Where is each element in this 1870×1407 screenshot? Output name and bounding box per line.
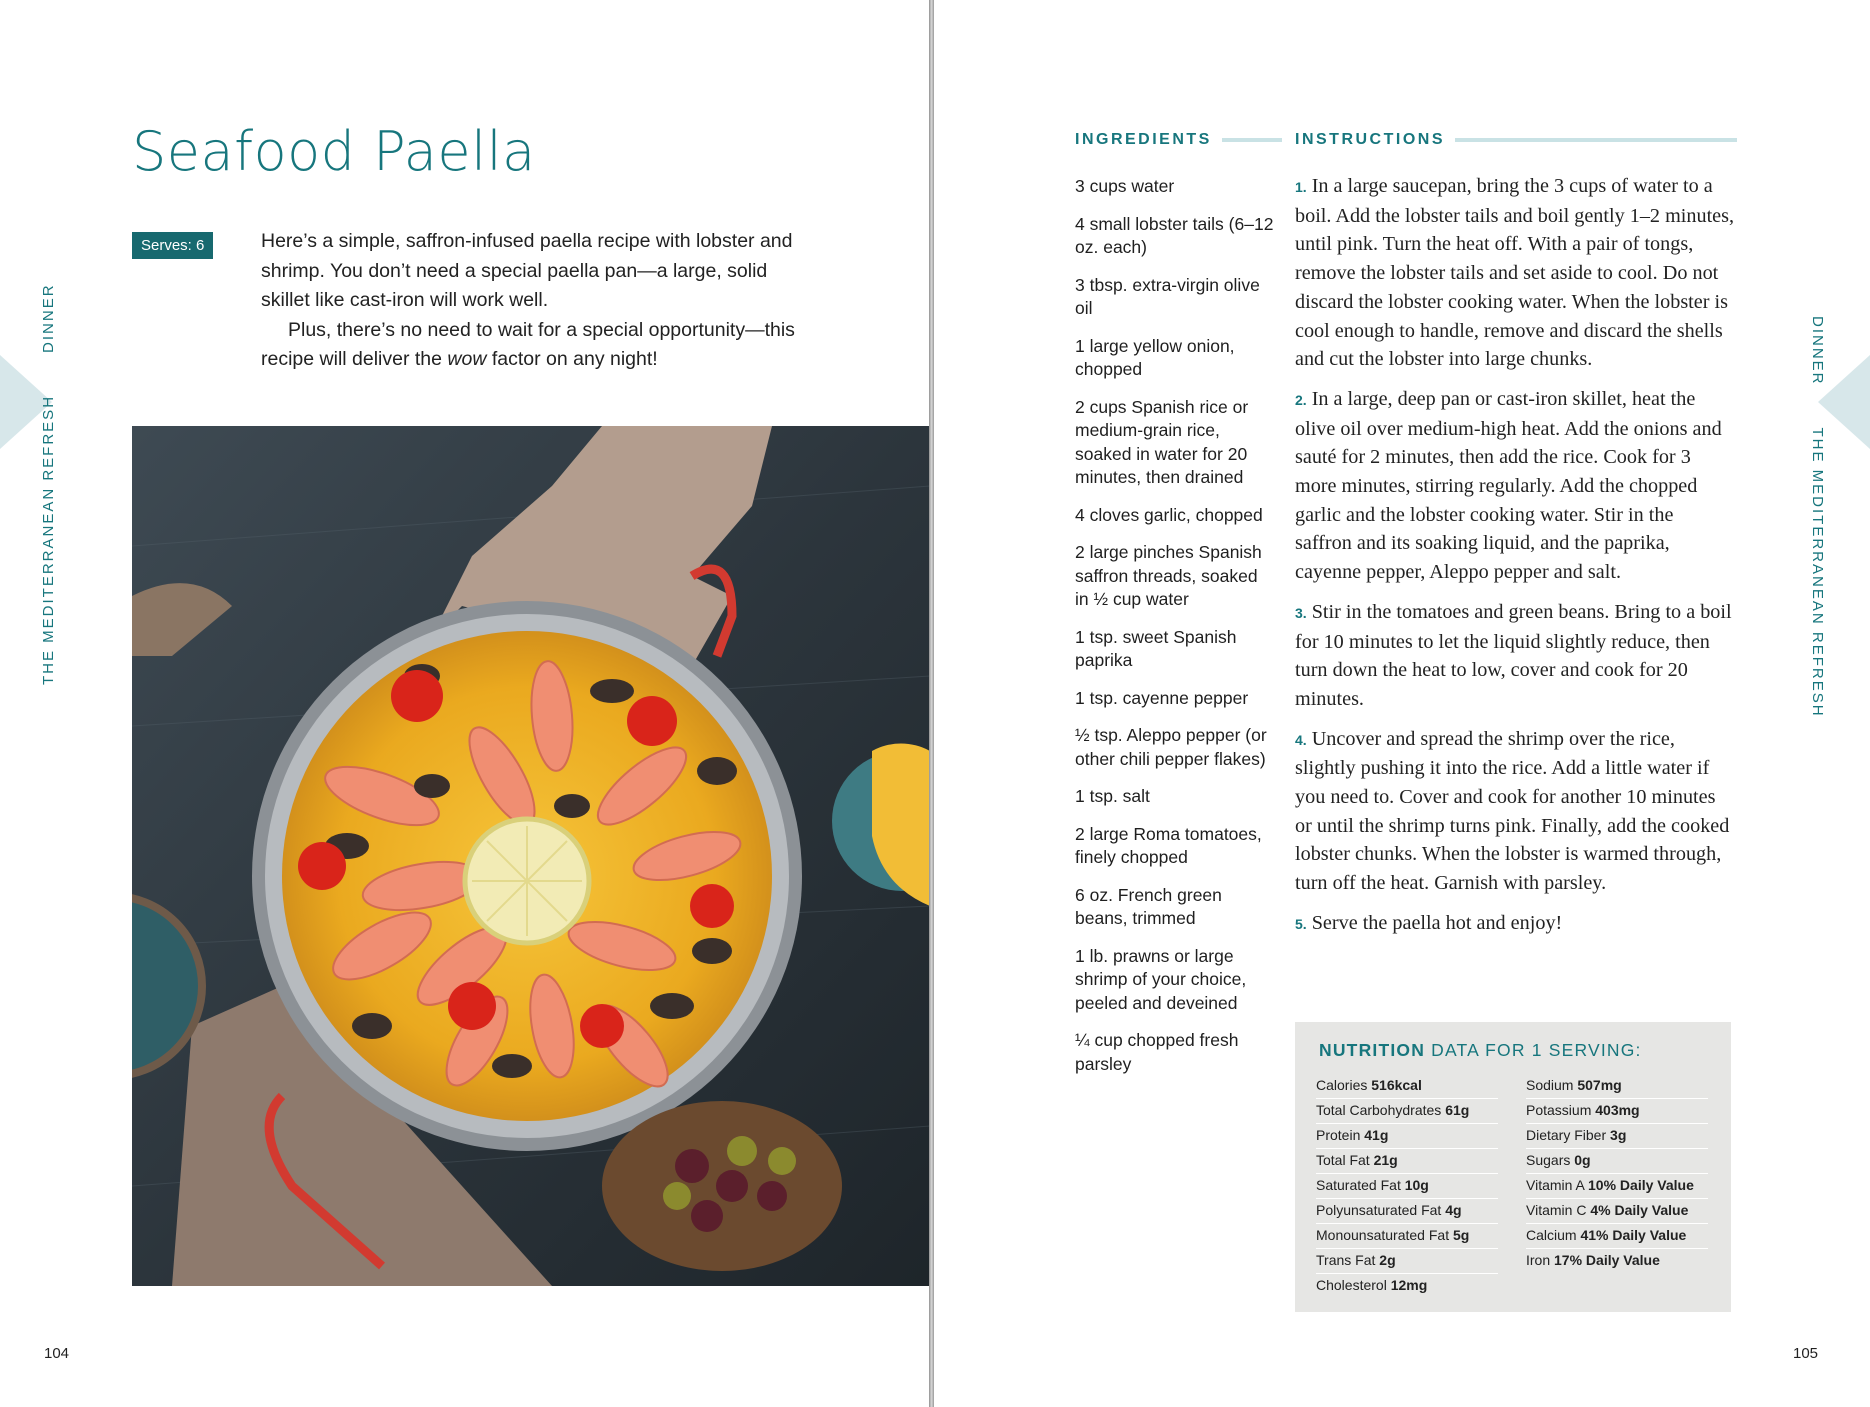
step-text: Uncover and spread the shrimp over the rice, slightly pushing it into the rice. Add a little water if you need to. Cover and cook for another 10 minutes or until the shrimp turns pink. Finally, add the cooked lobster chunks. When the lobster is warmed through, turn off the heat. Garnish with parsley. (1295, 727, 1730, 895)
side-tab-right (1809, 316, 1826, 718)
nutrient-value: 507mg (1577, 1077, 1622, 1093)
step-number: 2. (1295, 391, 1307, 408)
recipe-intro (261, 227, 801, 375)
step-number: 1. (1295, 179, 1307, 195)
nutrition-row (1526, 1124, 1708, 1149)
recipe-title: Seafood Paella (132, 120, 536, 183)
ingredient-item: ½ tsp. Aleppo pepper (or other chili pepper flakes) (1075, 725, 1267, 769)
step-text: Stir in the tomatoes and green beans. Bring to a boil for 10 minutes to let the liquid slightly reduce, then turn down the heat to low, cover and cook for 20 minutes. (1295, 600, 1732, 710)
serves-badge: Serves: 6 (132, 232, 213, 259)
ingredient-item: 1 tsp. cayenne pepper (1075, 687, 1249, 708)
ingredient-item: 4 small lobster tails (6–12 oz. each) (1075, 213, 1274, 257)
nutrient-label: Vitamin C (1526, 1202, 1591, 1218)
nutrient-value: 3g (1610, 1127, 1627, 1143)
nutrition-row (1316, 1199, 1498, 1224)
nutrient-label: Iron (1526, 1252, 1555, 1268)
intro-emphasis: wow (447, 348, 487, 370)
nutrition-row (1316, 1274, 1498, 1298)
nutrition-column-left (1316, 1074, 1498, 1298)
nutrient-value: 10g (1404, 1177, 1429, 1193)
intro-paragraph-2 (261, 316, 801, 375)
ingredient-item: 2 cups Spanish rice or medium-grain rice, soaked in water for 20 minutes, then drained (1075, 396, 1249, 487)
nutrient-label: Total Carbohydrates (1316, 1102, 1446, 1118)
nutrition-row (1316, 1249, 1498, 1274)
nutrient-value: 41g (1364, 1127, 1389, 1143)
nutrient-value: 2g (1379, 1252, 1396, 1268)
step-number: 3. (1295, 604, 1307, 621)
page-number: 104 (44, 1345, 70, 1362)
nutrition-column-right (1526, 1074, 1708, 1273)
instructions-heading (1295, 131, 1737, 149)
heading-rule (1455, 138, 1737, 142)
instruction-step (1295, 385, 1735, 587)
nutrition-row (1526, 1224, 1708, 1249)
side-tab-left (40, 283, 57, 685)
nutrient-label: Protein (1316, 1127, 1365, 1143)
ingredient-item: 4 cloves garlic, chopped (1075, 504, 1263, 525)
nutrient-label: Vitamin A (1526, 1177, 1589, 1193)
nutrition-title-rest: DATA FOR 1 SERVING: (1425, 1040, 1642, 1060)
nutrient-label: Cholesterol (1316, 1277, 1391, 1293)
nutrition-row (1316, 1224, 1498, 1249)
nutrient-label: Potassium (1526, 1102, 1596, 1118)
nutrient-label: Dietary Fiber (1526, 1127, 1611, 1143)
nutrient-value: 12mg (1390, 1277, 1428, 1293)
heading-rule (1222, 138, 1282, 142)
step-number: 5. (1295, 915, 1307, 932)
ingredients-heading-text: INGREDIENTS (1075, 131, 1212, 148)
ingredient-item: 2 large Roma tomatoes, finely chopped (1075, 823, 1262, 867)
ingredients-list (1075, 175, 1275, 1090)
nutrient-label: Total Fat (1316, 1152, 1374, 1168)
nutrient-value: 10% Daily Value (1588, 1177, 1694, 1193)
nutrition-row (1316, 1174, 1498, 1199)
nutrition-title-bold: NUTRITION (1319, 1040, 1426, 1060)
step-number: 4. (1295, 731, 1307, 748)
intro-text-end: factor on any night! (486, 348, 658, 370)
ingredients-heading (1075, 131, 1282, 149)
nutrition-row (1526, 1199, 1708, 1224)
ingredient-item: ¼ cup chopped fresh parsley (1075, 1030, 1239, 1074)
side-tab-section: DINNER (1809, 316, 1826, 386)
step-text: In a large, deep pan or cast-iron skillet, heat the olive oil over medium-high heat. Add the onions and sauté for 2 minutes, then add the rice. Cook for 3 more minutes, stirring regularly. Add the chopped garlic and the lobster cooking water. Stir in the saffron and its soaking liquid, and the paprika, cayenne pepper, Aleppo pepper and salt. (1295, 387, 1722, 584)
ingredient-item: 1 tsp. sweet Spanish paprika (1075, 626, 1237, 670)
nutrient-label: Sugars (1526, 1152, 1575, 1168)
ingredient-item: 3 cups water (1075, 176, 1175, 196)
nutrition-row (1526, 1149, 1708, 1174)
nutrient-value: 61g (1445, 1102, 1470, 1118)
instructions-heading-text: INSTRUCTIONS (1295, 131, 1445, 148)
nutrition-row (1316, 1074, 1498, 1099)
page-number-right: 105 (1793, 1345, 1819, 1362)
intro-text: Plus, there’s no need to wait for a special opportunity—this recipe will deliver the (261, 318, 795, 370)
left-page (0, 0, 930, 1407)
nutrient-label: Polyunsaturated Fat (1316, 1202, 1446, 1218)
ingredient-item: 1 large yellow onion, chopped (1075, 335, 1235, 379)
ingredient-item: 3 tbsp. extra-virgin olive oil (1075, 274, 1260, 318)
nutrient-value: 21g (1373, 1152, 1398, 1168)
ingredient-item: 1 lb. prawns or large shrimp of your choice, peeled and deveined (1075, 945, 1247, 1013)
intro-paragraph-1: Here’s a simple, saffron-infused paella recipe with lobster and shrimp. You don’t need a special paella pan—a large, solid skillet like cast-iron will work well. (261, 230, 793, 311)
nutrient-label: Calories (1316, 1077, 1372, 1093)
nutrition-row (1316, 1099, 1498, 1124)
instruction-step (1295, 598, 1735, 714)
side-tab-book: THE MEDITERRANEAN REFRESH (1809, 427, 1826, 718)
instruction-step (1295, 909, 1735, 939)
nutrient-value: 4g (1445, 1202, 1462, 1218)
nutrition-title (1319, 1040, 1642, 1061)
instruction-step (1295, 172, 1735, 374)
ingredient-item: 6 oz. French green beans, trimmed (1075, 884, 1222, 928)
nutrient-value: 41% Daily Value (1580, 1227, 1687, 1243)
side-tab-section: DINNER (40, 283, 57, 353)
side-tab-book: THE MEDITERRANEAN REFRESH (40, 394, 57, 685)
nutrient-label: Monounsaturated Fat (1316, 1227, 1453, 1243)
nutrient-value: 4% Daily Value (1590, 1202, 1689, 1218)
nutrition-row (1526, 1074, 1708, 1099)
nutrient-value: 516kcal (1371, 1077, 1422, 1093)
nutrition-row (1526, 1174, 1708, 1199)
nutrient-value: 17% Daily Value (1554, 1252, 1660, 1268)
seafood-paella-photo (132, 426, 930, 1286)
nutrition-row (1526, 1099, 1708, 1124)
nutrition-box (1295, 1022, 1731, 1312)
nutrient-label: Sodium (1526, 1077, 1578, 1093)
step-text: In a large saucepan, bring the 3 cups of water to a boil. Add the lobster tails and boil gently 1–2 minutes, until pink. Turn the heat off. With a pair of tongs, remove the lobster tails and set aside to cool. Do not discard the lobster cooking water. When the lobster is cool enough to handle, remove and discard the shells and cut the lobster into large chunks. (1295, 175, 1735, 371)
nutrient-value: 5g (1452, 1227, 1470, 1243)
nutrition-row (1316, 1149, 1498, 1174)
nutrient-label: Calcium (1526, 1227, 1581, 1243)
nutrient-label: Trans Fat (1316, 1252, 1380, 1268)
nutrient-value: 0g (1574, 1152, 1591, 1168)
nutrient-label: Saturated Fat (1316, 1177, 1405, 1193)
instructions-list (1295, 172, 1735, 950)
step-text: Serve the paella hot and enjoy! (1311, 911, 1563, 934)
ingredient-item: 1 tsp. salt (1075, 786, 1150, 806)
nutrition-row (1316, 1124, 1498, 1149)
ingredient-item: 2 large pinches Spanish saffron threads, soaked in ½ cup water (1075, 542, 1262, 609)
nutrient-value: 403mg (1595, 1102, 1640, 1118)
instruction-step (1295, 725, 1735, 898)
photo-illustration (132, 426, 930, 1286)
nutrition-row (1526, 1249, 1708, 1273)
